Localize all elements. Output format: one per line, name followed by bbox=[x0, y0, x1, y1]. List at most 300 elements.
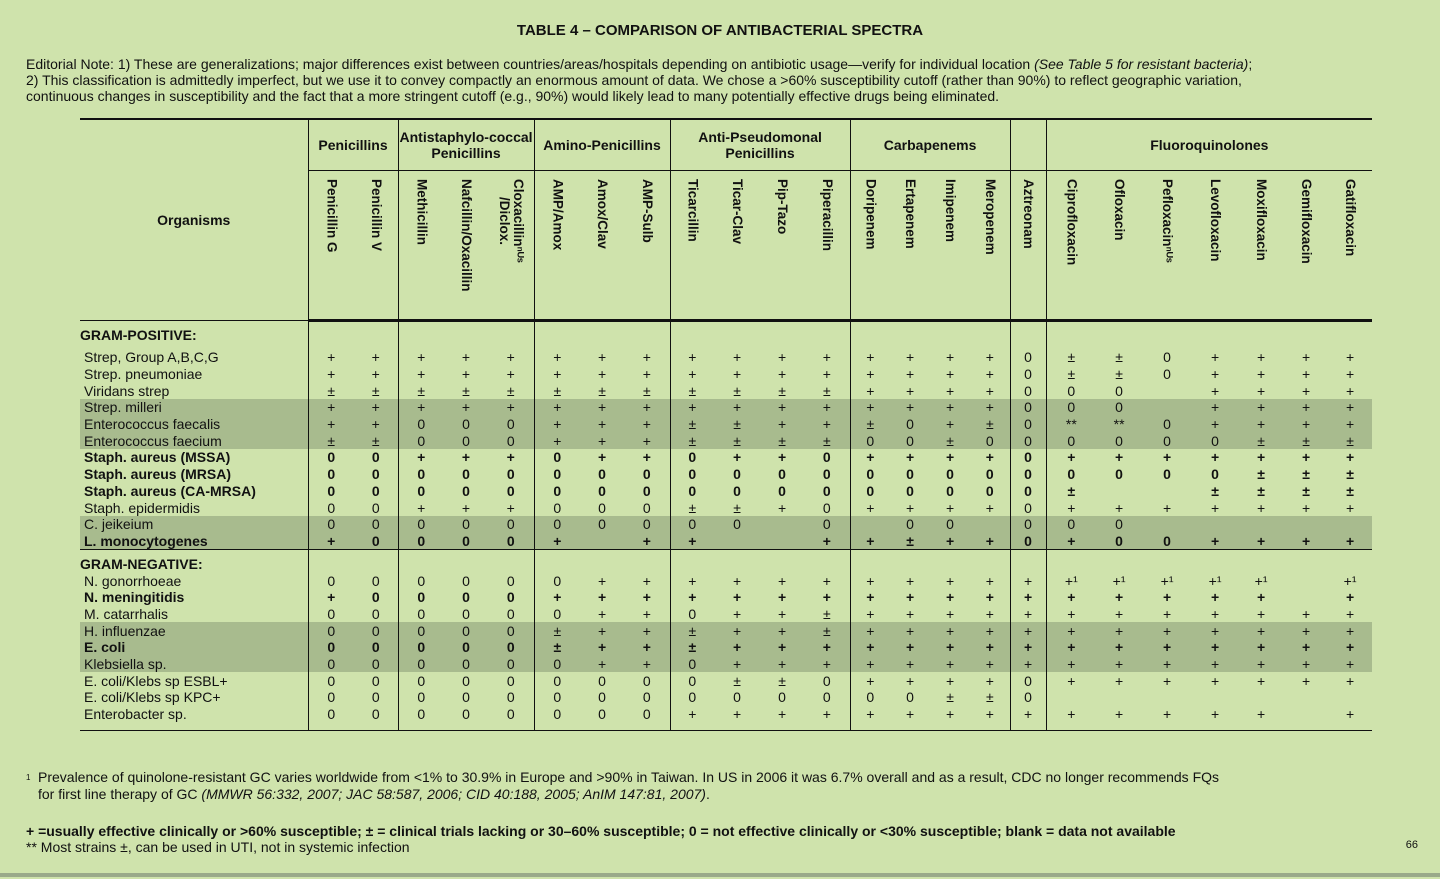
susceptibility-cell: + bbox=[1284, 533, 1328, 550]
drug-class-fluoroquinolones: Fluoroquinolones bbox=[1046, 119, 1372, 171]
drug-class-blank bbox=[1010, 119, 1046, 171]
spacer-cell bbox=[444, 722, 488, 731]
susceptibility-cell: 0 bbox=[371, 589, 380, 606]
susceptibility-cell: + bbox=[970, 533, 1010, 550]
susceptibility-cell: + bbox=[850, 606, 890, 623]
susceptibility-cell: + bbox=[1346, 349, 1355, 366]
susceptibility-cell: + bbox=[930, 399, 970, 416]
susceptibility-cell: ± bbox=[733, 382, 741, 399]
susceptibility-cell: ± bbox=[670, 499, 714, 516]
table-row bbox=[80, 622, 1372, 639]
susceptibility-cell: + bbox=[822, 589, 831, 606]
susceptibility-cell: 0 bbox=[1010, 382, 1046, 399]
spacer-cell bbox=[850, 321, 890, 344]
susceptibility-cell: ± bbox=[642, 382, 651, 399]
susceptibility-cell: 0 bbox=[371, 672, 380, 689]
susceptibility-cell: + bbox=[1114, 589, 1124, 606]
susceptibility-cell: 0 bbox=[670, 672, 714, 689]
susceptibility-cell: 0 bbox=[308, 672, 354, 689]
susceptibility-cell: 0 bbox=[670, 449, 714, 466]
susceptibility-cell: + bbox=[945, 349, 955, 366]
susceptibility-cell: + bbox=[850, 622, 890, 639]
susceptibility-cell: + bbox=[945, 499, 955, 516]
susceptibility-cell: + bbox=[1346, 449, 1355, 466]
spacer-cell bbox=[1010, 321, 1046, 344]
susceptibility-cell bbox=[1284, 589, 1328, 606]
drug-name: Gemifloxacin bbox=[1299, 179, 1315, 264]
susceptibility-cell: + bbox=[1010, 572, 1046, 589]
susceptibility-cell: + bbox=[1301, 499, 1311, 516]
susceptibility-cell: + bbox=[1010, 706, 1046, 723]
susceptibility-cell: + bbox=[580, 639, 624, 656]
susceptibility-cell: 0 bbox=[308, 622, 354, 639]
susceptibility-cell: ± bbox=[670, 432, 714, 449]
drug-class-antistaphylo-coccal-penicillins: Antistaphylo-coccal Penicillins bbox=[398, 119, 534, 171]
susceptibility-cell: + bbox=[1346, 706, 1355, 723]
susceptibility-cell: ± bbox=[1238, 432, 1284, 449]
susceptibility-cell: + bbox=[597, 589, 607, 606]
susceptibility-cell: + bbox=[714, 622, 760, 639]
susceptibility-cell: + bbox=[985, 366, 994, 383]
susceptibility-cell: + bbox=[1210, 706, 1220, 723]
table-row bbox=[80, 349, 1372, 366]
susceptibility-cell: ± bbox=[985, 689, 994, 706]
susceptibility-cell: + bbox=[1046, 589, 1096, 606]
susceptibility-cell: ± bbox=[1115, 366, 1123, 383]
susceptibility-cell: 0 bbox=[1010, 399, 1046, 416]
susceptibility-cell: 0 bbox=[444, 416, 488, 433]
susceptibility-cell: 0 bbox=[398, 466, 444, 483]
susceptibility-cell: 0 bbox=[462, 605, 470, 622]
susceptibility-cell: + bbox=[1210, 605, 1220, 622]
susceptibility-cell: ± bbox=[670, 639, 714, 656]
organism-name: H. influenzae bbox=[80, 622, 308, 639]
susceptibility-cell: ± bbox=[714, 416, 760, 433]
susceptibility-cell: 0 bbox=[778, 689, 786, 706]
susceptibility-cell: + bbox=[905, 706, 915, 723]
susceptibility-cell: + bbox=[1256, 499, 1266, 516]
susceptibility-cell: + bbox=[1256, 382, 1266, 399]
drug-header bbox=[308, 171, 354, 321]
susceptibility-cell: + bbox=[398, 349, 444, 366]
susceptibility-cell: + bbox=[580, 399, 624, 416]
susceptibility-cell: + bbox=[1256, 449, 1266, 466]
organism-name: Staph. aureus (CA-MRSA) bbox=[84, 482, 256, 499]
organism-name: C. jeikeium bbox=[80, 516, 308, 533]
susceptibility-cell: + bbox=[670, 572, 714, 589]
susceptibility-cell: ± bbox=[308, 382, 354, 399]
drug-header bbox=[890, 171, 930, 321]
susceptibility-cell: + bbox=[1238, 639, 1284, 656]
susceptibility-cell: 0 bbox=[1046, 399, 1096, 416]
susceptibility-cell: 0 bbox=[308, 706, 354, 723]
susceptibility-cell: 0 bbox=[354, 639, 398, 656]
note-line-1 bbox=[26, 56, 1396, 72]
susceptibility-cell: + bbox=[461, 449, 471, 466]
susceptibility-cell bbox=[1284, 516, 1328, 533]
susceptibility-cell: + bbox=[1210, 672, 1220, 689]
susceptibility-cell: 0 bbox=[1010, 689, 1046, 706]
susceptibility-cell bbox=[1142, 382, 1192, 399]
susceptibility-cell: + bbox=[534, 533, 580, 550]
susceptibility-cell: + bbox=[1328, 533, 1372, 550]
susceptibility-cell: 0 bbox=[354, 656, 398, 673]
susceptibility-cell: + bbox=[534, 589, 580, 606]
drug-name: Ticarcillin bbox=[685, 179, 701, 242]
susceptibility-cell: + bbox=[850, 639, 890, 656]
susceptibility-cell: + bbox=[905, 572, 915, 589]
susceptibility-cell: + bbox=[732, 449, 742, 466]
susceptibility-cell: + bbox=[1192, 416, 1238, 433]
susceptibility-cell: + bbox=[670, 366, 714, 383]
susceptibility-cell: 0 bbox=[506, 706, 515, 723]
susceptibility-cell: 0 bbox=[1096, 533, 1142, 550]
footnote-text: for first line therapy of GC bbox=[38, 786, 202, 802]
susceptibility-cell: + bbox=[534, 432, 580, 449]
susceptibility-cell: + bbox=[1046, 622, 1096, 639]
spacer-cell bbox=[890, 722, 930, 731]
susceptibility-cell: + bbox=[308, 399, 354, 416]
susceptibility-cell: + bbox=[1046, 672, 1096, 689]
spacer-cell bbox=[1142, 550, 1192, 573]
susceptibility-cell bbox=[1192, 516, 1238, 533]
susceptibility-cell: ± bbox=[371, 382, 380, 399]
susceptibility-cell: + bbox=[371, 349, 380, 366]
susceptibility-cell: + bbox=[970, 656, 1010, 673]
susceptibility-cell: 0 bbox=[598, 706, 606, 723]
section-title: GRAM-NEGATIVE: bbox=[80, 550, 308, 573]
susceptibility-cell: 0 bbox=[1010, 499, 1046, 516]
spacer-cell bbox=[1046, 321, 1096, 344]
susceptibility-cell bbox=[580, 533, 624, 550]
susceptibility-cell: ± bbox=[1302, 482, 1310, 499]
susceptibility-cell: + bbox=[804, 416, 850, 433]
spacer-cell bbox=[890, 550, 930, 573]
susceptibility-cell: ± bbox=[1328, 432, 1372, 449]
susceptibility-cell: + bbox=[1346, 672, 1355, 689]
susceptibility-cell: + bbox=[597, 449, 607, 466]
susceptibility-cell: + bbox=[1238, 622, 1284, 639]
susceptibility-cell: ± bbox=[733, 672, 741, 689]
spacer-cell bbox=[670, 550, 714, 573]
susceptibility-cell: + bbox=[670, 706, 714, 723]
susceptibility-cell: + bbox=[970, 639, 1010, 656]
spacer-cell bbox=[308, 321, 354, 344]
spacer-cell bbox=[488, 722, 534, 731]
spacer-cell bbox=[804, 722, 850, 731]
susceptibility-cell: 0 bbox=[308, 466, 354, 483]
susceptibility-cell: + bbox=[597, 605, 607, 622]
susceptibility-cell: + bbox=[850, 533, 890, 550]
susceptibility-cell: + bbox=[1114, 672, 1124, 689]
table-row bbox=[80, 672, 1372, 689]
susceptibility-cell: + bbox=[1328, 416, 1372, 433]
susceptibility-cell: + bbox=[1162, 605, 1172, 622]
drug-name: Cloxacillinⁿᵁˢ /Diclox. bbox=[496, 179, 526, 263]
susceptibility-cell: + bbox=[1328, 656, 1372, 673]
spacer-cell bbox=[1142, 722, 1192, 731]
susceptibility-cell: 0 bbox=[642, 672, 651, 689]
susceptibility-cell: + bbox=[461, 499, 471, 516]
spacer-cell bbox=[1046, 550, 1096, 573]
susceptibility-cell: + bbox=[1210, 349, 1220, 366]
susceptibility-cell bbox=[970, 516, 1010, 533]
susceptibility-cell: 0 bbox=[444, 656, 488, 673]
susceptibility-cell bbox=[1142, 516, 1192, 533]
susceptibility-cell: + bbox=[580, 416, 624, 433]
susceptibility-cell: + bbox=[850, 589, 890, 606]
susceptibility-cell: 0 bbox=[946, 482, 954, 499]
susceptibility-cell: ± bbox=[778, 382, 786, 399]
susceptibility-cell: 0 bbox=[308, 656, 354, 673]
susceptibility-cell: + bbox=[777, 589, 787, 606]
drug-header bbox=[760, 171, 804, 321]
susceptibility-cell: + bbox=[945, 572, 955, 589]
susceptibility-cell: + bbox=[850, 656, 890, 673]
susceptibility-cell: ± bbox=[714, 432, 760, 449]
susceptibility-cell: 0 bbox=[398, 516, 444, 533]
spacer-cell bbox=[580, 722, 624, 731]
table-row bbox=[80, 606, 1372, 623]
susceptibility-cell: + bbox=[930, 622, 970, 639]
susceptibility-cell: 0 bbox=[534, 606, 580, 623]
susceptibility-cell: + bbox=[506, 499, 515, 516]
susceptibility-cell: + bbox=[945, 449, 955, 466]
susceptibility-cell: +¹ bbox=[1046, 572, 1096, 589]
susceptibility-cell: + bbox=[1301, 605, 1311, 622]
susceptibility-cell: + bbox=[1256, 366, 1266, 383]
spacer-cell bbox=[930, 722, 970, 731]
susceptibility-cell: ± bbox=[398, 382, 444, 399]
susceptibility-cell: + bbox=[1301, 672, 1311, 689]
susceptibility-cell: ** bbox=[1046, 416, 1096, 433]
susceptibility-cell: + bbox=[850, 399, 890, 416]
susceptibility-cell bbox=[760, 516, 804, 533]
susceptibility-cell: 0 bbox=[1142, 533, 1192, 550]
susceptibility-cell: + bbox=[945, 589, 955, 606]
susceptibility-cell: + bbox=[890, 639, 930, 656]
susceptibility-cell: ± bbox=[1046, 483, 1096, 500]
spacer-cell bbox=[670, 321, 714, 344]
table-row bbox=[80, 382, 1372, 399]
susceptibility-cell: 0 bbox=[534, 656, 580, 673]
susceptibility-cell: + bbox=[1284, 622, 1328, 639]
susceptibility-cell: 0 bbox=[714, 516, 760, 533]
susceptibility-cell: ± bbox=[534, 382, 580, 399]
susceptibility-cell bbox=[1284, 706, 1328, 723]
spacer-cell bbox=[1328, 321, 1372, 344]
spectra-table bbox=[80, 118, 1372, 731]
drug-class-penicillins: Penicillins bbox=[308, 119, 398, 171]
organism-name: Enterococcus faecalis bbox=[80, 416, 308, 433]
drug-name: Methicillin bbox=[414, 179, 430, 246]
susceptibility-cell: ± bbox=[822, 605, 831, 622]
susceptibility-cell: 0 bbox=[462, 466, 470, 483]
susceptibility-cell: + bbox=[398, 399, 444, 416]
organisms-header: Organisms bbox=[80, 119, 308, 321]
susceptibility-cell: + bbox=[777, 605, 787, 622]
drug-name: Piperacillin bbox=[819, 179, 835, 252]
spacer-cell bbox=[804, 550, 850, 573]
table-row bbox=[80, 533, 1372, 550]
susceptibility-cell: + bbox=[1096, 656, 1142, 673]
susceptibility-cell: + bbox=[580, 656, 624, 673]
susceptibility-cell bbox=[1142, 483, 1192, 500]
susceptibility-cell: + bbox=[1046, 606, 1096, 623]
susceptibility-cell: 0 bbox=[1163, 349, 1171, 366]
susceptibility-cell: + bbox=[1301, 449, 1311, 466]
susceptibility-cell bbox=[1142, 689, 1192, 706]
susceptibility-cell: + bbox=[970, 399, 1010, 416]
susceptibility-cell: + bbox=[985, 572, 994, 589]
susceptibility-cell: + bbox=[1162, 449, 1172, 466]
susceptibility-cell: + bbox=[1142, 622, 1192, 639]
susceptibility-cell: + bbox=[822, 349, 831, 366]
drug-name: Nafcillin/Oxacillin bbox=[459, 179, 474, 292]
susceptibility-cell: 0 bbox=[850, 432, 890, 449]
susceptibility-cell: 0 bbox=[670, 483, 714, 500]
susceptibility-cell: + bbox=[461, 366, 471, 383]
susceptibility-cell: 0 bbox=[488, 622, 534, 639]
susceptibility-cell: + bbox=[1114, 706, 1124, 723]
susceptibility-cell: 0 bbox=[850, 689, 890, 706]
susceptibility-cell: 0 bbox=[670, 656, 714, 673]
susceptibility-cell: 0 bbox=[534, 449, 580, 466]
spacer-cell bbox=[1238, 722, 1284, 731]
susceptibility-cell: + bbox=[1346, 382, 1355, 399]
spacer-cell bbox=[1238, 550, 1284, 573]
susceptibility-cell: + bbox=[534, 349, 580, 366]
spacer-cell bbox=[398, 722, 444, 731]
susceptibility-cell: + bbox=[1114, 605, 1124, 622]
susceptibility-cell: + bbox=[580, 432, 624, 449]
susceptibility-cell: 0 bbox=[1046, 466, 1096, 483]
susceptibility-cell: + bbox=[624, 533, 670, 550]
table-row bbox=[80, 399, 1372, 416]
susceptibility-cell: + bbox=[398, 499, 444, 516]
table-bottom-row bbox=[80, 722, 1372, 731]
susceptibility-cell: + bbox=[850, 499, 890, 516]
susceptibility-cell: + bbox=[1284, 399, 1328, 416]
spacer-cell bbox=[354, 722, 398, 731]
drug-name: Ofloxacin bbox=[1112, 179, 1128, 241]
susceptibility-cell: + bbox=[850, 706, 890, 723]
susceptibility-cell: + bbox=[1192, 639, 1238, 656]
susceptibility-cell: + bbox=[642, 366, 651, 383]
susceptibility-cell: 0 bbox=[444, 432, 488, 449]
note-text: ; bbox=[1248, 56, 1253, 72]
susceptibility-cell: + bbox=[760, 639, 804, 656]
susceptibility-cell: 0 bbox=[398, 639, 444, 656]
susceptibility-cell: 0 bbox=[354, 516, 398, 533]
drug-header bbox=[1096, 171, 1142, 321]
spacer-cell bbox=[398, 550, 444, 573]
susceptibility-cell: ± bbox=[670, 622, 714, 639]
susceptibility-cell: 0 bbox=[642, 499, 651, 516]
susceptibility-cell: + bbox=[905, 449, 915, 466]
susceptibility-cell: + bbox=[1284, 416, 1328, 433]
susceptibility-cell: 0 bbox=[506, 482, 515, 499]
susceptibility-cell: + bbox=[1142, 656, 1192, 673]
susceptibility-cell: + bbox=[777, 449, 787, 466]
susceptibility-cell: + bbox=[905, 672, 915, 689]
susceptibility-cell: + bbox=[1010, 656, 1046, 673]
organism-name: E. coli/Klebs sp KPC+ bbox=[84, 689, 221, 706]
organism-name: E. coli bbox=[80, 639, 308, 656]
susceptibility-cell: + bbox=[1328, 399, 1372, 416]
susceptibility-cell: + bbox=[534, 416, 580, 433]
spacer-cell bbox=[354, 550, 398, 573]
susceptibility-cell bbox=[1238, 689, 1284, 706]
susceptibility-cell: 0 bbox=[488, 416, 534, 433]
susceptibility-cell: 0 bbox=[398, 622, 444, 639]
drug-name: Meropenem bbox=[982, 179, 998, 255]
spacer-cell bbox=[354, 321, 398, 344]
susceptibility-cell: + bbox=[777, 706, 787, 723]
susceptibility-cell: + bbox=[1210, 382, 1220, 399]
spacer-cell bbox=[624, 550, 670, 573]
susceptibility-cell: + bbox=[1256, 605, 1266, 622]
susceptibility-cell: + bbox=[1046, 639, 1096, 656]
susceptibility-cell: + bbox=[732, 572, 742, 589]
spacer-cell bbox=[970, 722, 1010, 731]
susceptibility-cell: + bbox=[1046, 499, 1096, 516]
spacer-cell bbox=[760, 321, 804, 344]
susceptibility-cell: + bbox=[850, 349, 890, 366]
susceptibility-cell: 0 bbox=[371, 605, 380, 622]
spacer-cell bbox=[970, 550, 1010, 573]
susceptibility-cell: + bbox=[850, 672, 890, 689]
susceptibility-cell: + bbox=[642, 589, 651, 606]
susceptibility-cell: + bbox=[930, 533, 970, 550]
organism-name: Staph. epidermidis bbox=[84, 499, 200, 516]
spacer-cell bbox=[580, 321, 624, 344]
susceptibility-cell: + bbox=[1256, 672, 1266, 689]
susceptibility-cell: 0 bbox=[506, 605, 515, 622]
susceptibility-cell: 0 bbox=[822, 689, 831, 706]
susceptibility-cell: 0 bbox=[733, 689, 741, 706]
susceptibility-cell: + bbox=[850, 382, 890, 399]
susceptibility-cell: 0 bbox=[1096, 399, 1142, 416]
susceptibility-cell: 0 bbox=[398, 656, 444, 673]
spacer-cell bbox=[930, 550, 970, 573]
susceptibility-cell: + bbox=[905, 605, 915, 622]
susceptibility-cell: ± bbox=[804, 432, 850, 449]
susceptibility-cell: 0 bbox=[398, 606, 444, 623]
susceptibility-cell: + bbox=[822, 572, 831, 589]
susceptibility-cell: 0 bbox=[598, 482, 606, 499]
footnote-line-1: Prevalence of quinolone-resistant GC varies worldwide from <1% to 30.9% in Europe and >90% in Taiwan. In US in 2006 it was 6.7% overall and as a result, CDC no longer recommends FQs bbox=[38, 769, 1220, 785]
drug-class-header-row bbox=[80, 119, 1372, 171]
susceptibility-cell: + bbox=[985, 706, 994, 723]
table-row bbox=[80, 366, 1372, 383]
susceptibility-cell: + bbox=[1010, 589, 1046, 606]
susceptibility-cell: 0 bbox=[778, 466, 786, 483]
susceptibility-cell: + bbox=[732, 706, 742, 723]
spacer-cell bbox=[80, 722, 308, 731]
susceptibility-cell: 0 bbox=[308, 572, 354, 589]
susceptibility-cell: + bbox=[1010, 622, 1046, 639]
drug-name: Aztreonam bbox=[1021, 179, 1037, 249]
susceptibility-cell: + bbox=[850, 366, 890, 383]
susceptibility-cell: + bbox=[1284, 656, 1328, 673]
susceptibility-cell: 0 bbox=[398, 533, 444, 550]
susceptibility-cell: 0 bbox=[488, 432, 534, 449]
legend: + =usually effective clinically or >60% susceptible; ± = clinical trials lacking or 30–60% susceptible; 0 = not effective clinically or <30% susceptible; blank = data not available bbox=[26, 823, 1176, 839]
spacer-cell bbox=[444, 550, 488, 573]
susceptibility-cell: 0 bbox=[398, 572, 444, 589]
susceptibility-cell: 0 bbox=[488, 656, 534, 673]
